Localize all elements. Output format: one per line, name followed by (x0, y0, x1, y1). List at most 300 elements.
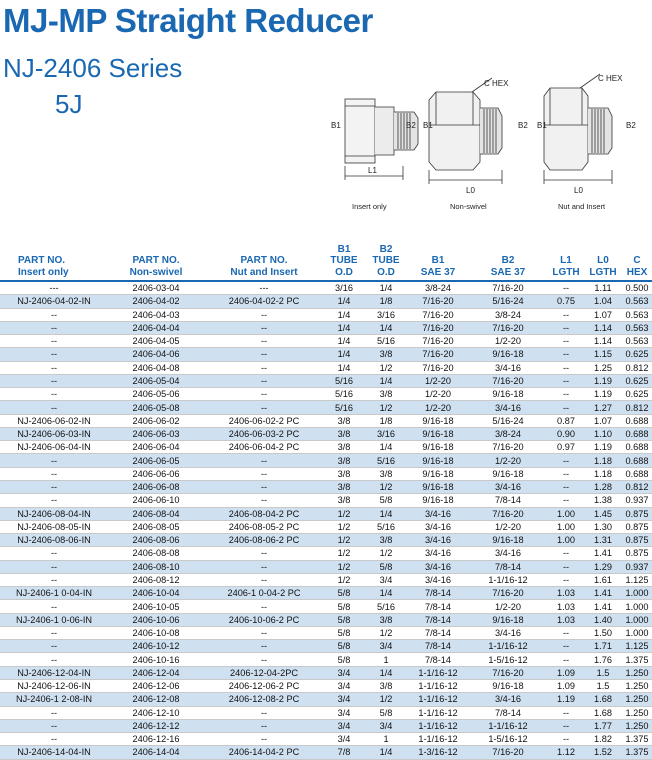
table-cell: -- (548, 401, 584, 414)
table-cell: 1.03 (548, 600, 584, 613)
table-cell: 0.875 (622, 520, 652, 533)
table-cell: -- (548, 335, 584, 348)
table-cell: 3/4 (364, 640, 408, 653)
table-cell: 1.41 (584, 587, 622, 600)
label-b1-c: B1 (537, 121, 547, 130)
table-cell: --- (204, 281, 324, 295)
spec-table (0, 241, 652, 760)
table-cell: 1.30 (584, 520, 622, 533)
table-cell: 1.5 (584, 666, 622, 679)
table-cell: -- (0, 600, 108, 613)
table-cell: 0.90 (548, 427, 584, 440)
table-cell: -- (548, 308, 584, 321)
column-header-line: HEX (626, 266, 648, 278)
table-cell: -- (0, 308, 108, 321)
table-cell: 5/16 (324, 401, 364, 414)
column-header (622, 241, 652, 281)
table-cell: 5/16 (364, 454, 408, 467)
table-cell: -- (548, 348, 584, 361)
table-cell: -- (548, 480, 584, 493)
non-swivel-drawing (429, 78, 502, 184)
column-header-line: PART NO. (240, 255, 288, 266)
table-cell: 2406-06-05 (108, 454, 204, 467)
table-cell: -- (548, 281, 584, 295)
table-cell: 2406-12-04-2PC (204, 666, 324, 679)
table-cell: 3/8 (364, 679, 408, 692)
table-cell: 9/16-18 (468, 613, 548, 626)
table-cell: 2406-10-04 (108, 587, 204, 600)
table-cell: 1/2 (324, 560, 364, 573)
table-cell: 1-1/16-12 (468, 640, 548, 653)
column-header-line: B2 (501, 255, 515, 266)
table-cell: 1/2 (324, 573, 364, 586)
table-row (0, 626, 652, 639)
table-cell: 3/4 (324, 679, 364, 692)
table-cell: 1/4 (364, 321, 408, 334)
table-cell: 1.250 (622, 679, 652, 692)
table-cell: 2406-12-06 (108, 679, 204, 692)
table-cell: 1-1/16-12 (408, 666, 468, 679)
table-cell: -- (0, 719, 108, 732)
table-cell: 1/2 (364, 361, 408, 374)
table-cell: 1.250 (622, 719, 652, 732)
table-cell: 2406-12-04 (108, 666, 204, 679)
table-cell: 9/16-18 (468, 679, 548, 692)
table-cell: 5/8 (324, 600, 364, 613)
table-cell: -- (0, 547, 108, 560)
table-row (0, 534, 652, 547)
table-cell: 2406-04-03 (108, 308, 204, 321)
table-cell: 3/4-16 (468, 401, 548, 414)
table-cell: 1.10 (584, 427, 622, 440)
table-cell: 2406-10-12 (108, 640, 204, 653)
table-cell: 3/4-16 (468, 361, 548, 374)
column-header-line: B1 (337, 243, 351, 255)
table-cell: 9/16-18 (408, 494, 468, 507)
table-cell: 3/4 (324, 706, 364, 719)
table-cell: -- (204, 467, 324, 480)
column-header-line: TUBE (372, 255, 400, 266)
table-cell: 2406-06-10 (108, 494, 204, 507)
table-cell: 3/8 (364, 613, 408, 626)
table-cell: 0.625 (622, 374, 652, 387)
column-header (0, 241, 108, 281)
table-cell: 3/8 (324, 480, 364, 493)
table-cell: -- (0, 361, 108, 374)
table-cell: 1.03 (548, 587, 584, 600)
table-cell: 3/8 (324, 494, 364, 507)
table-cell: 2406-08-08 (108, 547, 204, 560)
table-cell: -- (548, 626, 584, 639)
column-header-line: O.D (377, 266, 395, 278)
table-cell: 1.00 (548, 507, 584, 520)
table-cell: NJ-2406-12-06-IN (0, 679, 108, 692)
table-cell: 2406-08-05 (108, 520, 204, 533)
table-cell: 1.14 (584, 335, 622, 348)
table-cell: 2406-08-10 (108, 560, 204, 573)
table-cell: 7/8-14 (408, 600, 468, 613)
table-cell: 7/8-14 (408, 640, 468, 653)
table-row (0, 693, 652, 706)
table-row (0, 348, 652, 361)
table-cell: 0.625 (622, 388, 652, 401)
column-header-line: SAE 37 (420, 266, 456, 278)
table-cell: 1.09 (548, 679, 584, 692)
table-cell: 2406-12-12 (108, 719, 204, 732)
table-cell: 1.000 (622, 613, 652, 626)
table-cell: 1/4 (324, 308, 364, 321)
table-cell: 1.41 (584, 547, 622, 560)
table-cell: 0.937 (622, 560, 652, 573)
table-cell: 7/8 (324, 746, 364, 759)
table-cell: 1/2 (324, 534, 364, 547)
table-cell: 1/4 (364, 281, 408, 295)
table-cell: -- (548, 640, 584, 653)
table-cell: 1-5/16-12 (468, 733, 548, 746)
table-cell: 1.00 (548, 520, 584, 533)
table-cell: 3/4 (324, 666, 364, 679)
table-cell: --- (0, 281, 108, 295)
table-cell: 5/8 (364, 560, 408, 573)
table-cell: 1.375 (622, 653, 652, 666)
table-cell: 3/8 (324, 467, 364, 480)
table-cell: 1.000 (622, 626, 652, 639)
table-cell: 1.82 (584, 733, 622, 746)
column-header (324, 241, 364, 281)
table-row (0, 666, 652, 679)
table-cell: 9/16-18 (408, 454, 468, 467)
table-cell: 1.000 (622, 600, 652, 613)
table-cell: 1.61 (584, 573, 622, 586)
table-cell: -- (204, 361, 324, 374)
table-cell: -- (548, 719, 584, 732)
table-cell: 5/16 (324, 374, 364, 387)
table-cell: -- (0, 733, 108, 746)
table-cell: 5/8 (364, 494, 408, 507)
column-header-line: B1 (431, 255, 445, 266)
table-cell: 1/4 (324, 335, 364, 348)
table-cell: 5/8 (324, 613, 364, 626)
table-cell: -- (204, 335, 324, 348)
column-header-line: TUBE (330, 255, 358, 266)
table-cell: 2406-04-04 (108, 321, 204, 334)
table-cell: 1.77 (584, 719, 622, 732)
table-cell: -- (0, 401, 108, 414)
column-header-line: C (633, 255, 641, 266)
table-cell: 1/4 (364, 374, 408, 387)
table-cell: -- (548, 321, 584, 334)
table-row (0, 573, 652, 586)
table-cell: 1/4 (364, 746, 408, 759)
table-cell: 9/16-18 (408, 414, 468, 427)
label-b2-b: B2 (518, 121, 528, 130)
table-cell: NJ-2406-1 2-08-IN (0, 693, 108, 706)
table-cell: 1/4 (324, 348, 364, 361)
table-cell: 1/8 (364, 414, 408, 427)
column-header-line: L0 (597, 255, 609, 266)
table-cell: 1/2 (364, 693, 408, 706)
table-cell: 1-1/16-12 (408, 693, 468, 706)
table-cell: -- (204, 626, 324, 639)
table-cell: 5/16 (364, 520, 408, 533)
table-cell: 1.40 (584, 613, 622, 626)
table-cell: 0.688 (622, 414, 652, 427)
table-row (0, 520, 652, 533)
table-cell: 1.00 (548, 534, 584, 547)
table-cell: -- (204, 388, 324, 401)
table-cell: 0.500 (622, 281, 652, 295)
table-cell: 1.15 (584, 348, 622, 361)
table-cell: 9/16-18 (468, 534, 548, 547)
table-cell: -- (204, 308, 324, 321)
table-row (0, 733, 652, 746)
table-cell: 1.12 (548, 746, 584, 759)
column-header-line: O.D (335, 266, 353, 278)
table-cell: 1.07 (584, 308, 622, 321)
table-cell: -- (548, 374, 584, 387)
table-cell: NJ-2406-04-02-IN (0, 295, 108, 308)
table-cell: -- (548, 388, 584, 401)
column-header-line: PART NO. (18, 255, 66, 266)
table-cell: 5/8 (324, 640, 364, 653)
spec-table-container (0, 241, 652, 760)
table-cell: 7/8-14 (408, 626, 468, 639)
table-cell: -- (0, 467, 108, 480)
table-cell: 5/8 (324, 626, 364, 639)
table-cell: 1.125 (622, 640, 652, 653)
table-cell: 3/4 (324, 719, 364, 732)
table-cell: 5/16 (324, 388, 364, 401)
table-row (0, 679, 652, 692)
table-cell: 7/16-20 (408, 348, 468, 361)
table-cell: 3/4-16 (468, 547, 548, 560)
table-cell: 7/16-20 (468, 666, 548, 679)
table-cell: 2406-08-05-2 PC (204, 520, 324, 533)
table-cell: 2406-12-08-2 PC (204, 693, 324, 706)
table-cell: 1.14 (584, 321, 622, 334)
table-row (0, 335, 652, 348)
table-cell: -- (548, 467, 584, 480)
table-row (0, 494, 652, 507)
table-row (0, 388, 652, 401)
caption-nut-and-insert: Nut and Insert (558, 202, 606, 211)
table-cell: 9/16-18 (408, 427, 468, 440)
table-cell: 0.812 (622, 361, 652, 374)
table-cell: 3/8 (324, 414, 364, 427)
label-l1: L1 (368, 166, 377, 175)
label-l0-a: L0 (466, 186, 475, 195)
table-cell: -- (0, 706, 108, 719)
table-row (0, 281, 652, 295)
table-cell: 1/2-20 (408, 401, 468, 414)
table-cell: 1/4 (364, 587, 408, 600)
table-cell: -- (0, 626, 108, 639)
table-row (0, 361, 652, 374)
table-cell: -- (0, 374, 108, 387)
label-c-hex-b: C HEX (598, 74, 623, 83)
table-cell: -- (0, 653, 108, 666)
table-cell: 9/16-18 (408, 441, 468, 454)
table-cell: 3/4-16 (408, 547, 468, 560)
label-b1-a: B1 (331, 121, 341, 130)
table-cell: NJ-2406-14-04-IN (0, 746, 108, 759)
table-cell: 3/8-24 (408, 281, 468, 295)
table-cell: -- (204, 348, 324, 361)
table-cell: 7/8-14 (408, 613, 468, 626)
table-cell: 3/8 (324, 427, 364, 440)
table-cell: 2406-10-16 (108, 653, 204, 666)
table-cell: 1/2 (324, 520, 364, 533)
label-b2-c: B2 (626, 121, 636, 130)
table-cell: -- (204, 600, 324, 613)
table-cell: 1-1/16-12 (408, 679, 468, 692)
table-cell: 3/4-16 (468, 626, 548, 639)
table-cell: 2406-12-08 (108, 693, 204, 706)
table-cell: 0.625 (622, 348, 652, 361)
table-cell: -- (548, 361, 584, 374)
table-cell: 0.75 (548, 295, 584, 308)
table-cell: 1/2-20 (408, 374, 468, 387)
table-cell: 2406-14-04-2 PC (204, 746, 324, 759)
table-cell: 7/16-20 (468, 746, 548, 759)
column-header (548, 241, 584, 281)
table-cell: 0.688 (622, 467, 652, 480)
table-cell: 2406-03-04 (108, 281, 204, 295)
table-cell: 2406-08-04-2 PC (204, 507, 324, 520)
table-cell: 1/2-20 (468, 600, 548, 613)
table-cell: 1.5 (584, 679, 622, 692)
table-cell: 1.68 (584, 706, 622, 719)
column-header (364, 241, 408, 281)
table-cell: 1/2-20 (468, 520, 548, 533)
table-cell: 3/4 (364, 719, 408, 732)
table-cell: 5/16-24 (468, 295, 548, 308)
table-cell: NJ-2406-06-04-IN (0, 441, 108, 454)
table-row (0, 321, 652, 334)
table-cell: 2406-10-08 (108, 626, 204, 639)
table-cell: -- (0, 640, 108, 653)
table-cell: 1/2-20 (408, 388, 468, 401)
table-cell: -- (548, 706, 584, 719)
column-header-line: LGTH (552, 266, 580, 278)
table-row (0, 600, 652, 613)
table-cell: 7/16-20 (468, 281, 548, 295)
table-cell: 0.563 (622, 335, 652, 348)
table-cell: 0.812 (622, 480, 652, 493)
table-row (0, 587, 652, 600)
table-cell: 5/8 (324, 653, 364, 666)
table-cell: -- (204, 560, 324, 573)
table-cell: 7/16-20 (408, 295, 468, 308)
table-cell: -- (0, 480, 108, 493)
table-cell: 1.11 (584, 281, 622, 295)
table-cell: 1/2 (324, 507, 364, 520)
table-cell: 1.68 (584, 693, 622, 706)
table-cell: 1-1/16-12 (408, 706, 468, 719)
table-cell: 1.41 (584, 600, 622, 613)
table-cell: 1.375 (622, 733, 652, 746)
table-cell: 3/4-16 (408, 520, 468, 533)
table-cell: -- (0, 454, 108, 467)
caption-non-swivel: Non-swivel (450, 202, 487, 211)
table-cell: NJ-2406-12-04-IN (0, 666, 108, 679)
table-row (0, 401, 652, 414)
table-cell: 3/8 (364, 467, 408, 480)
table-cell: 7/8-14 (468, 494, 548, 507)
table-cell: 1.45 (584, 507, 622, 520)
table-cell: 1.000 (622, 587, 652, 600)
table-cell: 7/8-14 (468, 560, 548, 573)
table-cell: 2406-05-04 (108, 374, 204, 387)
table-cell: 1.31 (584, 534, 622, 547)
table-cell: 1.375 (622, 746, 652, 759)
table-cell: 1-1/16-12 (408, 733, 468, 746)
table-cell: 2406-10-06-2 PC (204, 613, 324, 626)
column-header (468, 241, 548, 281)
table-cell: 5/8 (364, 706, 408, 719)
table-cell: -- (204, 547, 324, 560)
table-cell: -- (0, 388, 108, 401)
table-row (0, 295, 652, 308)
table-cell: 1/2 (364, 401, 408, 414)
table-cell: 3/8 (324, 441, 364, 454)
table-cell: 1/4 (364, 507, 408, 520)
column-header-line: Non-swivel (129, 266, 183, 278)
table-cell: -- (204, 401, 324, 414)
table-cell: 7/16-20 (468, 374, 548, 387)
table-cell: 2406-04-08 (108, 361, 204, 374)
table-cell: 2406-06-03 (108, 427, 204, 440)
column-header-line: B2 (379, 243, 393, 255)
table-cell: 1.18 (584, 467, 622, 480)
table-cell: 0.875 (622, 507, 652, 520)
table-cell: 9/16-18 (468, 388, 548, 401)
table-cell: 1-1/16-12 (468, 573, 548, 586)
table-cell: 2406-04-05 (108, 335, 204, 348)
table-cell: 5/16-24 (468, 414, 548, 427)
table-cell: -- (0, 560, 108, 573)
table-cell: -- (548, 547, 584, 560)
table-cell: -- (204, 719, 324, 732)
column-header (584, 241, 622, 281)
table-cell: 1-5/16-12 (468, 653, 548, 666)
table-cell: 3/8 (324, 454, 364, 467)
table-row (0, 480, 652, 493)
table-cell: 1.250 (622, 706, 652, 719)
fitting-diagram (328, 70, 652, 218)
table-cell: 3/4 (324, 693, 364, 706)
table-cell: 1/2-20 (468, 335, 548, 348)
table-cell: 2406-10-06 (108, 613, 204, 626)
table-row (0, 374, 652, 387)
caption-insert-only: Insert only (352, 202, 387, 211)
table-cell: -- (204, 454, 324, 467)
table-cell: -- (0, 321, 108, 334)
table-row (0, 507, 652, 520)
table-cell: NJ-2406-1 0-04-IN (0, 587, 108, 600)
table-cell: 0.937 (622, 494, 652, 507)
table-cell: 3/4-16 (408, 507, 468, 520)
table-cell: 7/16-20 (468, 441, 548, 454)
table-cell: 1.71 (584, 640, 622, 653)
table-cell: -- (548, 653, 584, 666)
table-cell: 3/16 (324, 281, 364, 295)
table-cell: -- (548, 733, 584, 746)
table-cell: 1.52 (584, 746, 622, 759)
table-cell: NJ-2406-06-02-IN (0, 414, 108, 427)
table-row (0, 746, 652, 759)
table-row (0, 427, 652, 440)
